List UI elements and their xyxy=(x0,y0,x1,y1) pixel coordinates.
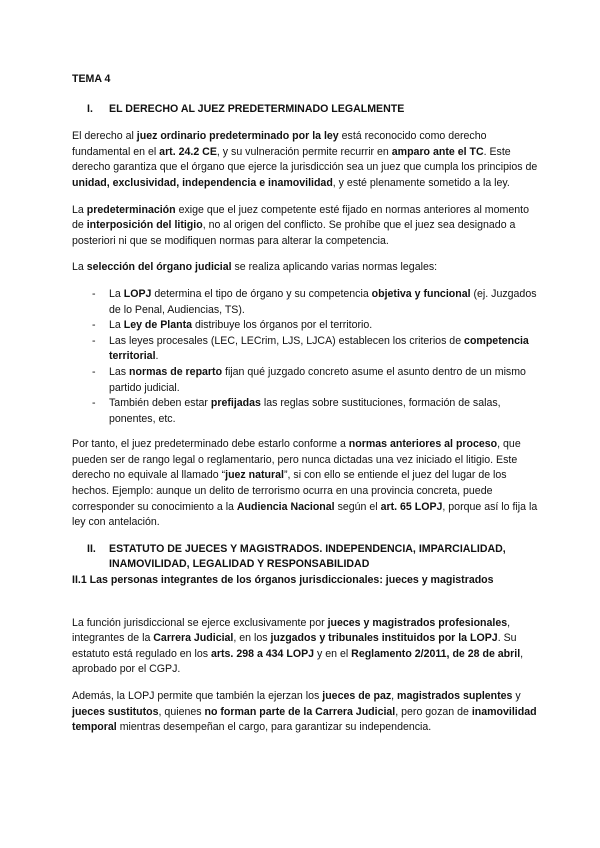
text-run: y xyxy=(512,690,521,702)
text-run: Por tanto, el juez predeterminado debe estarlo conforme a xyxy=(72,438,349,451)
text-run: exige que el juez competente esté fijado en normas anteriores al momento de xyxy=(72,203,529,232)
bold-text: normas anteriores al proceso xyxy=(348,438,498,451)
text-run: Además, la LOPJ permite que también la ejerzan los xyxy=(72,690,323,702)
text-run: , integrantes de la xyxy=(72,616,511,645)
bold-text: unidad, exclusividad, independencia e inamovilidad xyxy=(72,176,333,189)
bold-text: predeterminación xyxy=(86,203,176,216)
bold-text: no forman parte de la Carrera Judicial xyxy=(204,705,396,718)
text-run: , y su vulneración permite recurrir en xyxy=(216,145,392,158)
text-run: , no al origen del conflicto. Se prohíbe que el juez sea designado a posteriori ni que se modifiquen normas para alterar la competencia. xyxy=(72,219,516,247)
text-run: La xyxy=(72,203,87,216)
section-1-number: I. xyxy=(87,102,93,115)
text-run: , y esté plenamente sometido a la ley. xyxy=(332,176,510,189)
bold-text: art. 24.2 CE xyxy=(159,145,217,158)
text-run: distribuye los órganos por el territorio. xyxy=(192,319,373,332)
organ-selection-list xyxy=(72,287,542,427)
bold-text: selección del órgano judicial xyxy=(86,261,232,274)
text-run: según el xyxy=(334,500,381,513)
list-item: - Las leyes procesales (LEC, LECrim, LJS, LJCA) establecen los criterios de competencia territorial. xyxy=(92,334,529,363)
text-run: está reconocido como derecho fundamental en el xyxy=(72,130,487,158)
text-run: y en el xyxy=(314,647,352,660)
bold-text: Reglamento 2/2011, de 28 de abril xyxy=(351,647,521,660)
document-title: TEMA 4 xyxy=(72,73,111,85)
bold-text: interposición del litigio xyxy=(86,219,203,232)
section-1-heading xyxy=(72,102,542,118)
bold-text: jueces de paz xyxy=(322,690,392,702)
text-run: La xyxy=(109,319,124,332)
section-2-heading xyxy=(72,542,542,573)
text-run: . Su estatuto está regulado en los xyxy=(72,632,517,660)
text-run: , aprobado por el CGPJ. xyxy=(72,647,524,676)
text-run: Las leyes procesales (LEC, LECrim, LJS, LJCA) establecen los criterios de xyxy=(109,334,465,347)
text-run: La xyxy=(72,261,87,274)
text-run: ”, si con ello se entiende el juez del lugar de los hechos. Ejemplo: aunque un delito de terrorismo ocurra en una provincia concreta, puede corresponder su conocimiento a la xyxy=(72,469,507,513)
text-run: . xyxy=(155,350,159,363)
text-run: , quienes xyxy=(158,705,205,718)
bold-text: amparo ante el TC xyxy=(391,145,484,158)
bold-text: Ley de Planta xyxy=(123,319,193,332)
text-run: , que pueden ser de rango legal o reglamentario, pero nunca dictadas una vez iniciado el litigio. Este derecho no equivale al llamado “ xyxy=(72,438,521,482)
bold-text: juez ordinario predeterminado por la ley xyxy=(136,130,339,143)
section-2-subtitle: II.1 Las personas integrantes de los órganos jurisdiccionales: jueces y magistrados xyxy=(72,574,494,587)
text-run: las reglas sobre sustituciones, formación de salas, ponentes, etc. xyxy=(109,397,501,425)
bold-text: art. 65 LOPJ xyxy=(380,500,443,513)
text-run: Las xyxy=(109,365,130,378)
bold-text: jueces y magistrados profesionales xyxy=(327,616,508,629)
list-item: - También deben estar prefijadas las reglas sobre sustituciones, formación de salas, ponentes, etc. xyxy=(92,397,501,425)
text-run: La función jurisdiccional se ejerce exclusivamente por xyxy=(72,616,328,629)
section-1-title: EL DERECHO AL JUEZ PREDETERMINADO LEGALMENTE xyxy=(109,102,405,115)
bold-text: Audiencia Nacional xyxy=(236,500,335,513)
text-run: se realiza aplicando varias normas legales: xyxy=(231,261,438,274)
list-item: - La Ley de Planta distribuye los órganos por el territorio. xyxy=(92,319,373,332)
bold-text: Carrera Judicial xyxy=(153,632,234,645)
text-run: , pero gozan de xyxy=(395,705,472,718)
text-run: También deben estar xyxy=(109,397,211,410)
section-1-paragraph-3 xyxy=(72,260,542,276)
text-run: mientras desempeñan el cargo, para garantizar su independencia. xyxy=(116,721,432,734)
text-run: La xyxy=(109,287,124,300)
list-item: - La LOPJ determina el tipo de órgano y su competencia objetiva y funcional (ej. Juzgados de lo Penal, Audiencias, TS). xyxy=(92,287,537,316)
list-item: - Las normas de reparto fijan qué juzgado concreto asume el asunto dentro de un mismo partido judicial. xyxy=(92,365,526,394)
bold-text: prefijadas xyxy=(210,397,261,410)
section-2-paragraph-1 xyxy=(72,616,542,678)
text-run: determina el tipo de órgano y su competencia xyxy=(151,287,372,300)
bold-text: jueces sustitutos xyxy=(72,705,159,718)
section-1-paragraph-4 xyxy=(72,437,542,531)
section-1-paragraph-1 xyxy=(72,129,542,191)
section-1-paragraph-2 xyxy=(72,203,542,250)
text-run: , en los xyxy=(233,632,271,645)
bold-text: juzgados y tribunales instituidos por la LOPJ xyxy=(270,632,498,645)
bold-text: objetiva y funcional xyxy=(371,287,471,300)
section-2-paragraph-2 xyxy=(72,689,542,736)
bold-text: normas de reparto xyxy=(129,365,223,378)
text-run: , xyxy=(391,690,398,702)
text-run: . Este derecho garantiza que el órgano que ejerce la jurisdicción sea un juez que cumpla los principios de xyxy=(72,145,538,174)
text-run: (ej. Juzgados de lo Penal, Audiencias, TS). xyxy=(109,287,537,316)
text-run: , porque así lo fija la ley con antelación. xyxy=(72,500,538,529)
bold-text: LOPJ xyxy=(123,287,152,300)
text-run: fijan qué juzgado concreto asume el asunto dentro de un mismo partido judicial. xyxy=(109,365,526,394)
bold-text: juez natural xyxy=(225,469,284,482)
bold-text: competencia territorial xyxy=(109,334,529,363)
section-2-number: II. xyxy=(87,542,96,555)
bold-text: magistrados suplentes xyxy=(397,690,513,702)
bold-text: arts. 298 a 434 LOPJ xyxy=(211,647,315,660)
section-2-title: ESTATUTO DE JUECES Y MAGISTRADOS. INDEPENDENCIA, IMPARCIALIDAD, INAMOVILIDAD, LEGALIDAD Y RESPONSABILIDAD xyxy=(109,542,506,571)
bold-text: inamovilidad temporal xyxy=(72,705,537,734)
text-run: El derecho al xyxy=(72,130,137,143)
